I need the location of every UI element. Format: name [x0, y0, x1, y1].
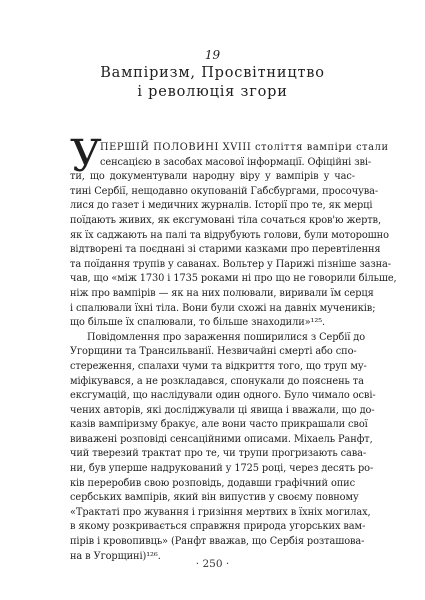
text-line: ніж про вампірів — як на них полювали, виривали їм серця: [70, 287, 374, 299]
text-line: ПЕРШІЙ ПОЛОВИНІ XVIII століття вампіри стали: [100, 142, 389, 153]
text-line: ти, що документували народну віру у вампірів у час-: [70, 171, 355, 183]
text-line: і спалювали їхні тіла. Вони були схожі на давніх мучеників;: [70, 302, 376, 314]
text-line: чених авторів, які досліджували ці явища і вважали, що до-: [70, 404, 375, 416]
text-line: лися до газет і медичних журналів. Історії про те, як мерці: [70, 200, 373, 212]
text-line: виважені розповіді сенсаційними описами. Міхаель Ранфт,: [70, 433, 373, 445]
text-line: ексгумацій, що наслідували один одного. Було чимало осві-: [70, 390, 376, 402]
text-line: чий тверезий трактат про те, чи трупи прогризають сава-: [70, 448, 367, 460]
page-number: · 250 ·: [195, 558, 230, 570]
body-text: [70, 141, 397, 564]
chapter-title-line: і революція згори: [137, 84, 288, 100]
text-line: Угорщини та Трансильванії. Незвичайні смерті або спо-: [70, 346, 357, 358]
text-line: ни, був уперше надрукований у 1725 році, через десять ро-: [70, 463, 374, 475]
chapter-title-line: Вампіризм, Просвітництво: [100, 65, 325, 81]
text-line: в якому розкривається справжня природа угорських вам-: [70, 521, 366, 533]
text-line: ків переробив свою розповідь, додавши графічний опис: [70, 477, 355, 489]
text-line: сербських вампірів, який він випустив у своєму повному: [70, 492, 359, 504]
text-line: «Трактаті про жування і гризіння мертвих в їхніх могилах,: [70, 506, 371, 518]
chapter-number: 19: [204, 48, 221, 62]
text-line: стереження, спалахи чуми та відкриття того, що труп му-: [70, 360, 367, 372]
text-line: як їх саджають на палі та відрубують голови, були моторошно: [70, 229, 389, 241]
text-line: Повідомлення про зараження поширилися з Сербії до: [87, 331, 366, 343]
text-line: тині Сербії, нещодавно окупованій Габсбургами, просочува-: [70, 185, 379, 197]
drop-cap: У: [70, 131, 102, 182]
text-line: казів вампіризму бракує, але вони часто прикрашали свої: [70, 419, 368, 431]
text-line: чав, що «між 1730 і 1735 роками ні про що не говорили більше,: [70, 273, 397, 285]
text-line: пірів і кровопивць» (Ранфт вважав, що Сербія розташова-: [70, 536, 365, 548]
text-line: відтворені та поєднані зі старими казками про перевтілення: [70, 244, 381, 256]
chapter-title: [0, 64, 425, 102]
text-line: сенсацією в засобах масової інформації. Офіційні зві-: [100, 156, 372, 168]
text-line: що більше їх спалювали, то більше знаходили»¹²⁵.: [70, 317, 326, 329]
text-line: на в Угорщині)¹²⁶.: [70, 550, 161, 562]
text-line: поїдають живих, як ексгумовані тіла сочаться кров'ю жертв,: [70, 214, 381, 226]
text-line: та поїдання трупів у саванах. Вольтер у Парижі пізніше зазна-: [70, 258, 391, 270]
text-line: міфікувався, а не розкладався, спонукали до пояснень та: [70, 375, 364, 387]
